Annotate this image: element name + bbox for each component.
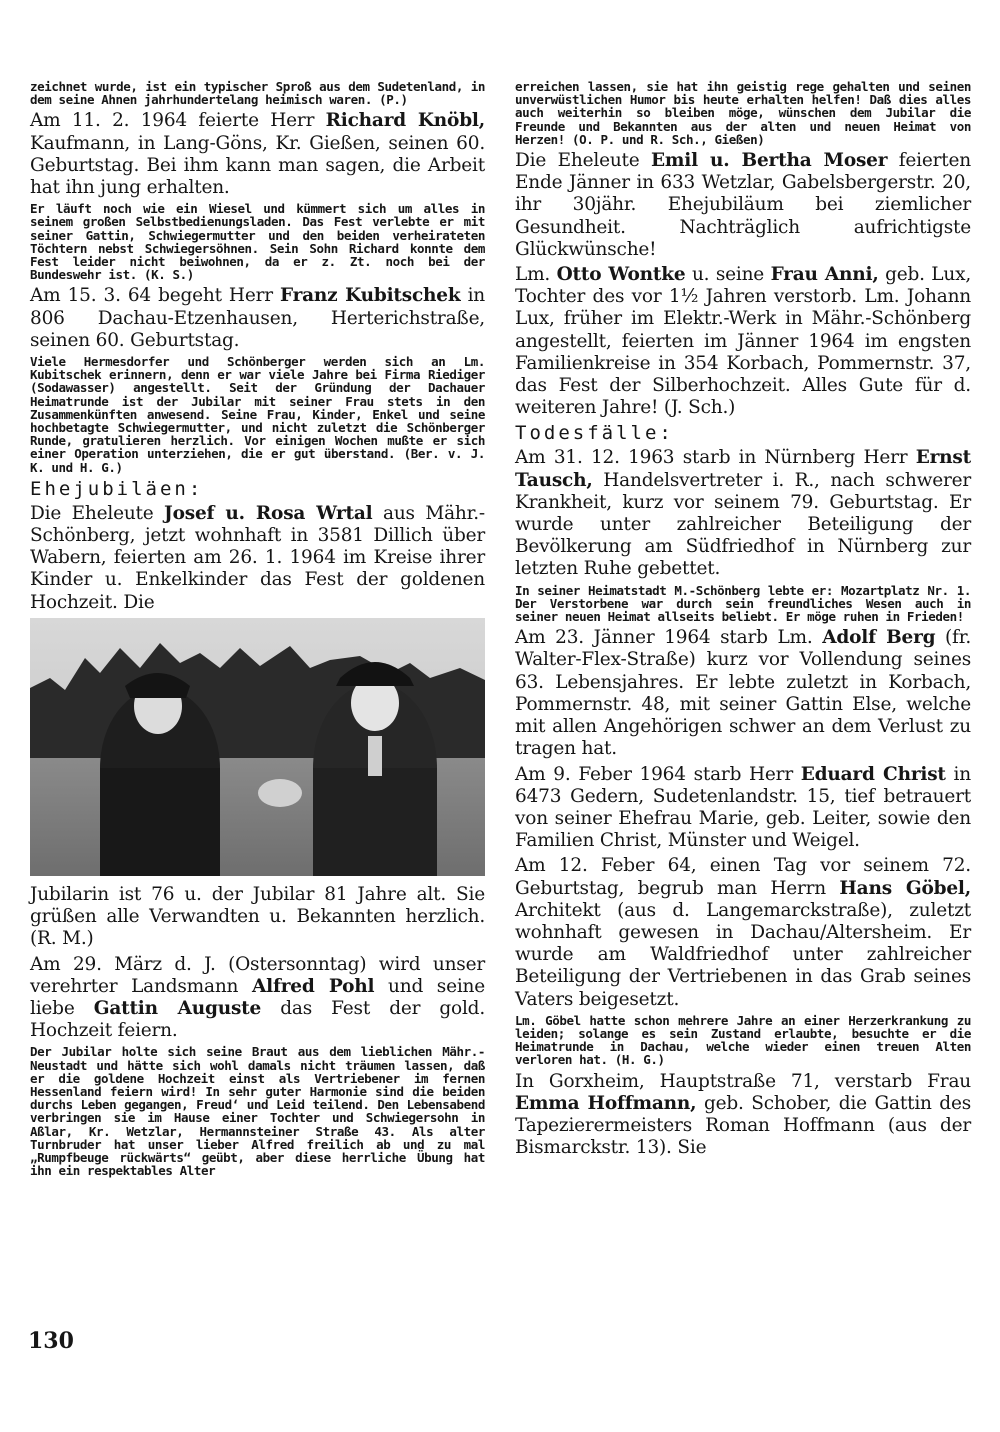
notice-christ: Am 9. Feber 1964 starb Herr Eduard Christ in 6473 Gedern, Sudetenlandstr. 15, tief betrauert von seiner Ehefrau Marie, geb. Leiter, sowie den Familien Christ, Münster und Weigel.: [515, 763, 971, 852]
paragraph: erreichen lassen, sie hat ihn geistig rege gehalten und seinen unverwüstlichen Humor bis heute erhalten helfen! Daß dies alles auch weiterhin so bleiben möge, wünschen dem Jubilar die Freunde und Bekannten aus der alten und neuen Heimat von Herzen! (O. P. und R. Sch., Gießen): [515, 79, 971, 147]
notice-tausch: Am 31. 12. 1963 starb in Nürnberg Herr Ernst Tausch, Handelsvertreter i. R., nach schwerer Krankheit, kurz vor seinem 79. Geburtstag. Er wurde unter zahlreicher Beteiligung der Bevölkerung am Südfriedhof in Nürnberg zur letzten Ruhe gebettet.: [515, 447, 971, 580]
person-name: Gattin Auguste: [93, 997, 262, 1019]
person-name: Richard Knöbl,: [325, 110, 485, 132]
left-column: [30, 80, 485, 1181]
paragraph: Der Jubilar holte sich seine Braut aus dem lieblichen Mähr.-Neustadt und hätte sich wohl damals nicht träumen lassen, daß er die goldene Hochzeit einst als Vertriebener im fernen Hessenland feiern wird! In sehr guter Harmonie sind die beiden durchs Leben gegangen, Freud‘ und Leid teilend. Den Lebensabend verbringen sie im Hause einer Tochter und Schwiegersohn in Aßlar, Kr. Wetzlar, Hermannsteiner Straße 43. Als alter Turnbruder hat unser lieber Alfred freilich ab und zu mal „Rumpfbeuge rückwärts“ geübt, aber diese herrliche Übung hat ihn ein respektables Alter: [30, 1044, 485, 1179]
notice-moser: Die Eheleute Emil u. Bertha Moser feierten Ende Jänner in 633 Wetzlar, Gabelsbergerstr. 20, ihr 30jähr. Ehejubiläum bei ziemlicher Gesundheit. Nachträglich aufrichtigste Glückwünsche!: [515, 150, 971, 260]
page-number: 130: [28, 1328, 74, 1354]
notice-berg: Am 23. Jänner 1964 starb Lm. Adolf Berg (fr. Walter-Flex-Straße) kurz vor Vollendung seines 63. Lebensjahres. Er lebte zuletzt in Korbach, Pommernstr. 48, mit seiner Gattin Else, welche mit allen Angehörigen schwer an dem Verlust zu tragen hat.: [515, 627, 971, 760]
person-name: Franz Kubitschek: [279, 285, 461, 307]
person-name: Frau Anni,: [770, 264, 879, 286]
person-name: Eduard Christ: [800, 763, 946, 785]
person-name: Adolf Berg: [822, 627, 936, 649]
paragraph: zeichnet wurde, ist ein typischer Sproß aus dem Sudetenland, in dem seine Ahnen jahrhundertelang heimisch waren. (P.): [30, 79, 485, 108]
right-column: [515, 80, 971, 1162]
notice-wrtal-continued: Jubilarin ist 76 u. der Jubilar 81 Jahre alt. Sie grüßen alle Verwandten u. Bekannten herzlich. (R. M.): [30, 883, 485, 950]
paragraph: Er läuft noch wie ein Wiesel und kümmert sich um alles in seinem großen Selbstbedienungsladen. Das Fest verlebte er mit seiner Gattin, Schwiegermutter und den beiden verheirateten Töchtern nebst Schwiegersöhnen. Sein Sohn Richard konnte dem Fest leider nicht beiwohnen, da er z. Zt. noch bei der Bundeswehr ist. (K. S.): [30, 201, 485, 283]
person-name: Ernst Tausch,: [515, 447, 971, 491]
notice-knoebl: Am 11. 2. 1964 feierte Herr Richard Knöbl, Kaufmann, in Lang-Göns, Kr. Gießen, seinen 60. Geburtstag. Bei ihm kann man sagen, die Arbeit hat ihn jung erhalten.: [30, 110, 485, 199]
notice-goebel: Am 12. Feber 64, einen Tag vor seinem 72. Geburtstag, begrub man Herrn Hans Göbel, Architekt (aus d. Langemarckstraße), zuletzt wohnhaft gewesen in Dachau/Altersheim. Er wurde am Waldfriedhof unter zahlreicher Beteiligung der Vertriebenen in das Grab seines Vaters beigesetzt.: [515, 855, 971, 1010]
notice-wrtal: Die Eheleute Josef u. Rosa Wrtal aus Mähr.-Schönberg, jetzt wohnhaft in 3581 Dillich über Wabern, feierten am 26. 1. 1964 im Kreise ihrer Kinder u. Enkelkinder das Fest der goldenen Hochzeit. Die: [30, 502, 485, 613]
paragraph: In seiner Heimatstadt M.-Schönberg lebte er: Mozartplatz Nr. 1. Der Verstorbene war durch sein freundliches Wesen auch in seiner neuen Heimat allseits beliebt. Er möge ruhen in Frieden!: [515, 582, 971, 625]
person-name: Josef u. Rosa Wrtal: [164, 502, 373, 524]
notice-wontke: Lm. Otto Wontke u. seine Frau Anni, geb. Lux, Tochter des vor 1½ Jahren verstorb. Lm. Johann Lux, früher im Elektr.-Werk in Mähr.-Schönberg angestellt, feierten im Jänner 1964 im engsten Familienkreise in 354 Korbach, Pommernstr. 37, das Fest der Silberhochzeit. Alles Gute für d. weiteren Jahre! (J. Sch.): [515, 264, 971, 419]
section-heading-ehejubilaeen: Ehejubiläen:: [30, 477, 204, 500]
notice-pohl: Am 29. März d. J. (Ostersonntag) wird unser verehrter Landsmann Alfred Pohl und seine liebe Gattin Auguste das Fest der gold. Hochzeit feiern.: [30, 953, 486, 1042]
section-heading-todesfaelle: Todesfälle:: [515, 422, 674, 445]
couple-photo: [30, 618, 485, 876]
paragraph: Viele Hermesdorfer und Schönberger werden sich an Lm. Kubitschek erinnern, denn er war viele Jahre bei Firma Riediger (Sodawasser) angestellt. Seit der Gründung der Dachauer Heimatrunde ist der Jubilar mit seiner Frau stets in den Zusammenkünften anwesend. Seine Frau, Kinder, Enkel und seine hochbetagte Schwiegermutter, und nicht zuletzt die Schönberger Runde, gratulieren herzlich. Vor einigen Wochen mußte er sich einer Operation unterziehen, die er gut überstand. (Ber. v. J. K. und H. G.): [30, 354, 485, 475]
notice-hoffmann: In Gorxheim, Hauptstraße 71, verstarb Frau Emma Hoffmann, geb. Schober, die Gattin des Tapezierermeisters Roman Hoffmann (aus der Bismarckstr. 13). Sie: [515, 1070, 971, 1159]
person-name: Hans Göbel,: [839, 877, 971, 899]
person-name: Emil u. Bertha Moser: [651, 150, 888, 172]
person-name: Otto Wontke: [556, 264, 686, 286]
person-name: Emma Hoffmann,: [515, 1092, 697, 1114]
paragraph: Lm. Göbel hatte schon mehrere Jahre an einer Herzerkrankung zu leiden; solange es sein Zustand erlaubte, besuchte er die Heimatrunde in Dachau, welche wieder einen treuen Alten verloren hat. (H. G.): [515, 1012, 971, 1068]
person-name: Alfred Pohl: [251, 975, 375, 997]
notice-kubitschek: Am 15. 3. 64 begeht Herr Franz Kubitschek in 806 Dachau-Etzenhausen, Herterichstraße, seinen 60. Geburtstag.: [30, 285, 486, 351]
